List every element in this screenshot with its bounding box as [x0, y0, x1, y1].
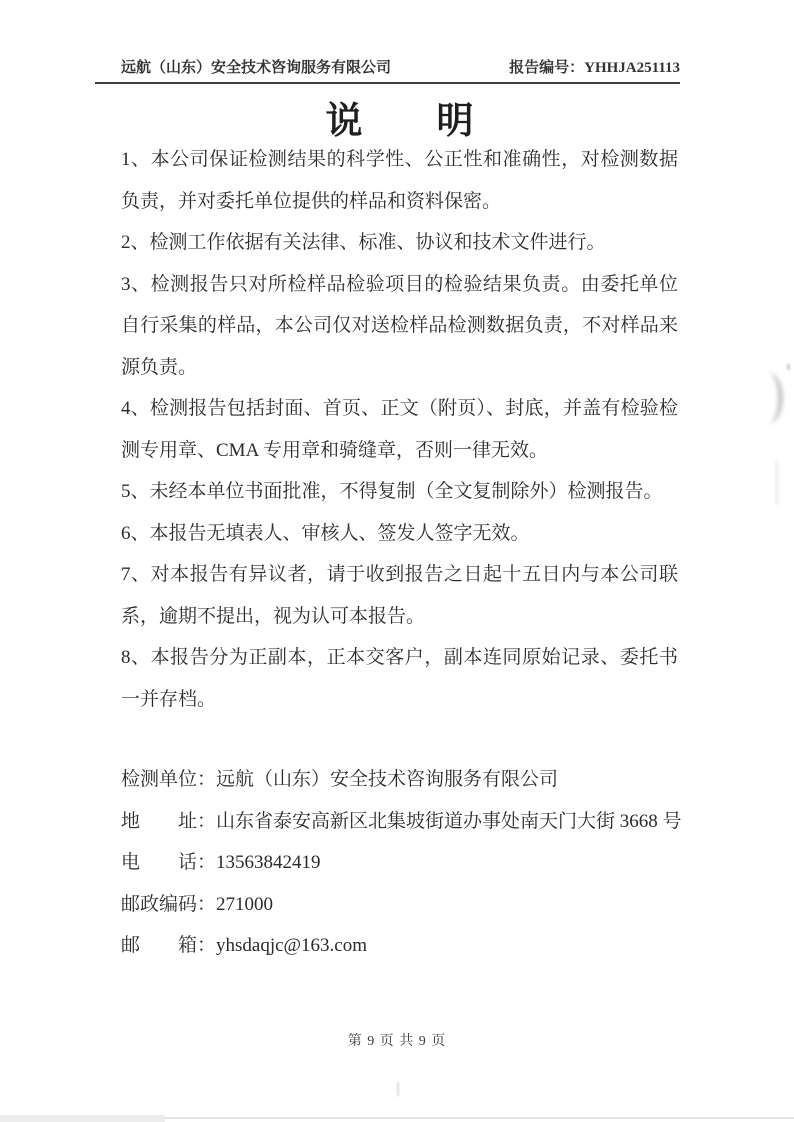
page-header [95, 56, 680, 84]
note-item-2: 2、检测工作依据有关法律、标准、协议和技术文件进行。 [121, 232, 606, 253]
notes-list [121, 139, 678, 720]
contact-value: 山东省泰安高新区北集坡街道办事处南天门大街 3668 号 [216, 810, 682, 832]
contact-row-phone [121, 842, 678, 884]
contact-row-address [121, 801, 682, 843]
contact-row-unit [121, 759, 678, 801]
scan-artifact-footmark [397, 1082, 399, 1096]
company-name: 远航（山东）安全技术咨询服务有限公司 [121, 60, 392, 76]
scan-artifact-sliver [776, 460, 778, 505]
contact-value: yhsdaqjc@163.com [216, 935, 368, 956]
contact-label: 邮 箱： [121, 935, 217, 956]
contact-row-postcode [121, 884, 678, 926]
page-footer [0, 1030, 794, 1050]
contact-label: 电 话： [121, 852, 217, 873]
note-item-1: 1、本公司保证检测结果的科学性、公正性和准确性，对检测数据负责，并对委托单位提供的样品和资料保密。 [121, 149, 678, 212]
scan-artifact-bottom-corner [0, 1115, 165, 1122]
scan-artifact-curve [752, 372, 783, 424]
note-item-5: 5、未经本单位书面批准，不得复制（全文复制除外）检测报告。 [121, 481, 663, 502]
scan-artifact-tick [787, 364, 790, 370]
note-item-8: 8、本报告分为正副本，正本交客户，副本连同原始记录、委托书一并存档。 [121, 647, 678, 710]
note-item-6: 6、本报告无填表人、审核人、签发人签字无效。 [121, 522, 530, 544]
contact-label: 地 址： [121, 810, 217, 832]
page-title: 说 明 [325, 101, 474, 142]
report-number: 报告编号：YHHJA251113 [509, 60, 680, 76]
contact-label: 检测单位： [121, 769, 217, 790]
contact-label: 邮政编码： [121, 893, 217, 915]
contact-block [121, 759, 682, 967]
header-rule [95, 82, 680, 84]
contact-value: 13563842419 [216, 852, 321, 873]
contact-row-email [121, 925, 678, 967]
note-item-7: 7、对本报告有异议者，请于收到报告之日起十五日内与本公司联系，逾期不提出，视为认可本报告。 [121, 564, 678, 627]
note-item-4: 4、检测报告包括封面、首页、正文（附页）、封底，并盖有检验检测专用章、CMA 专用章和骑缝章，否则一律无效。 [121, 398, 678, 461]
page-number: 第 9 页 共 9 页 [347, 1034, 447, 1049]
contact-value: 远航（山东）安全技术咨询服务有限公司 [216, 769, 559, 790]
note-item-3: 3、检测报告只对所检样品检验项目的检验结果负责。由委托单位自行采集的样品，本公司仅对送检样品检测数据负责，不对样品来源负责。 [121, 273, 678, 378]
contact-value: 271000 [216, 893, 274, 915]
